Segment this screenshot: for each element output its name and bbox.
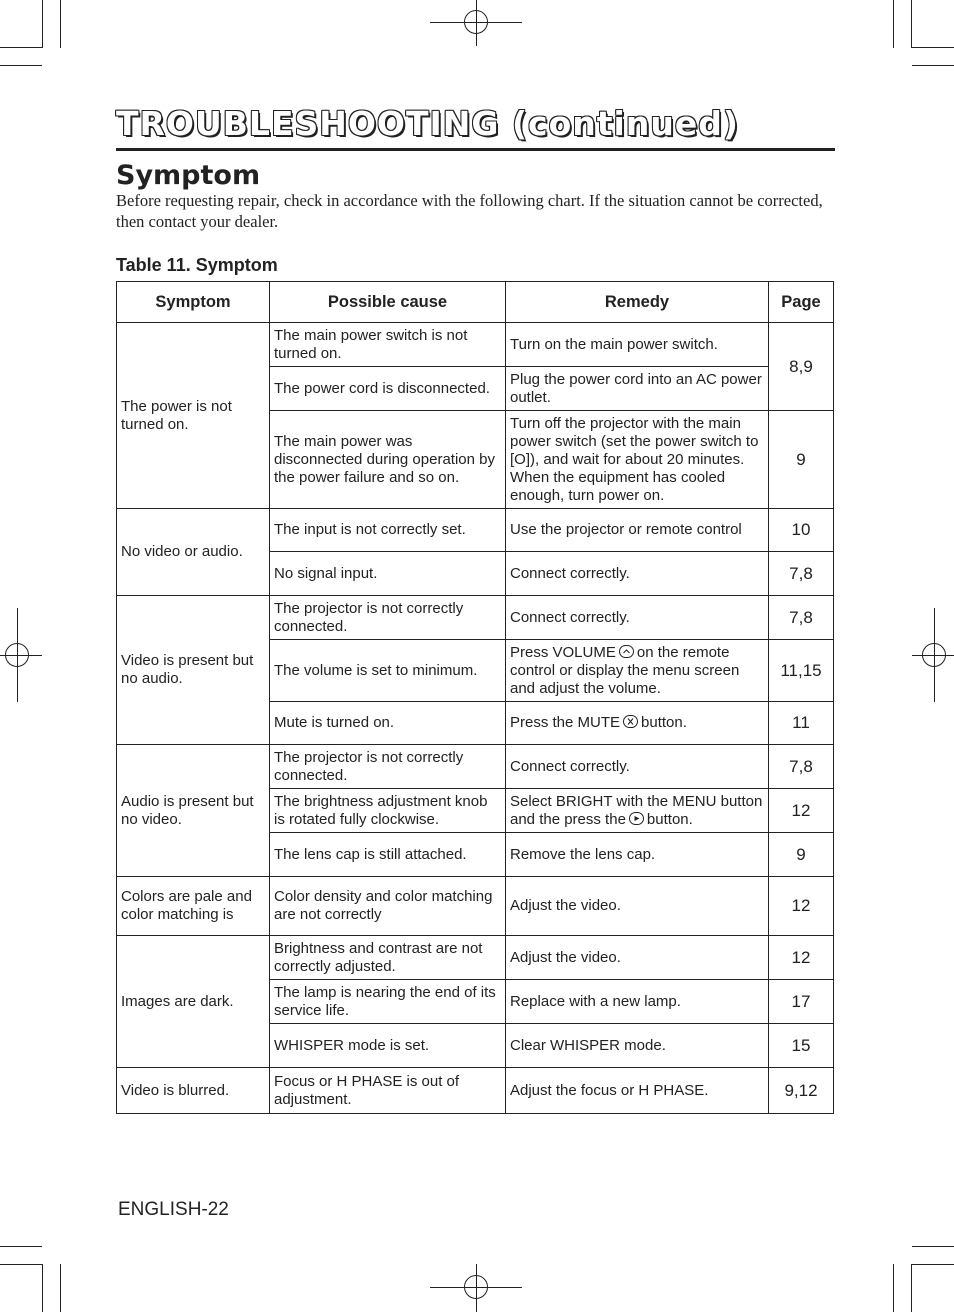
remedy-cell: Connect correctly.	[506, 552, 769, 596]
cause-cell: Mute is turned on.	[270, 702, 506, 745]
cause-cell: The input is not correctly set.	[270, 509, 506, 552]
symptom-cell: Video is blurred.	[117, 1068, 270, 1114]
remedy-cell: Turn off the projector with the main power switch (set the power switch to [O]), and wait for about 20 minutes. When the equipment has cooled enough, turn power on.	[506, 411, 769, 509]
mute-icon	[623, 715, 638, 728]
page-cell: 9	[769, 833, 834, 877]
page-cell: 15	[769, 1024, 834, 1068]
remedy-cell: Adjust the video.	[506, 936, 769, 980]
remedy-cell: Plug the power cord into an AC power outlet.	[506, 367, 769, 411]
table-row	[117, 936, 834, 980]
remedy-cell: Connect correctly.	[506, 745, 769, 789]
column-header-remedy: Remedy	[506, 282, 769, 323]
cause-cell: The projector is not correctly connected.	[270, 596, 506, 640]
remedy-cell: Adjust the video.	[506, 877, 769, 936]
page-cell: 17	[769, 980, 834, 1024]
cause-cell: The lens cap is still attached.	[270, 833, 506, 877]
page-cell: 11,15	[769, 640, 834, 702]
remedy-cell: Turn on the main power switch.	[506, 323, 769, 367]
table-row	[117, 323, 834, 367]
remedy-text-b: on the remote control or display the menu screen and adjust the volume.	[510, 643, 740, 697]
remedy-text-a: Press the MUTE	[510, 714, 621, 731]
remedy-cell	[506, 789, 769, 833]
page-number: ENGLISH-22	[118, 1199, 229, 1220]
table-row	[117, 877, 834, 936]
cause-cell: The lamp is nearing the end of its service life.	[270, 980, 506, 1024]
cause-cell: The volume is set to minimum.	[270, 640, 506, 702]
column-header-cause: Possible cause	[270, 282, 506, 323]
heading-rule	[116, 148, 835, 151]
table-row	[117, 745, 834, 789]
page-cell: 7,8	[769, 596, 834, 640]
remedy-cell: Adjust the focus or H PHASE.	[506, 1068, 769, 1114]
page-heading: TROUBLESHOOTING (continued)	[116, 104, 739, 143]
cause-cell: The main power was disconnected during operation by the power failure and so on.	[270, 411, 506, 509]
page-cell: 7,8	[769, 745, 834, 789]
table-row	[117, 509, 834, 552]
remedy-text-a: Select BRIGHT with the MENU button and the press the	[510, 792, 763, 828]
remedy-cell: Clear WHISPER mode.	[506, 1024, 769, 1068]
symptom-cell: The power is not turned on.	[117, 323, 270, 509]
table-row	[117, 596, 834, 640]
cause-cell: Color density and color matching are not correctly	[270, 877, 506, 936]
symptom-table	[116, 281, 834, 1114]
column-header-page: Page	[769, 282, 834, 323]
symptom-cell: Video is present but no audio.	[117, 596, 270, 745]
intro-paragraph: Before requesting repair, check in accordance with the following chart. If the situation cannot be corrected, then contact your dealer.	[116, 191, 823, 231]
page-cell: 8,9	[769, 323, 834, 411]
cause-cell: The main power switch is not turned on.	[270, 323, 506, 367]
page-cell: 12	[769, 936, 834, 980]
symptom-cell: No video or audio.	[117, 509, 270, 596]
cause-cell: WHISPER mode is set.	[270, 1024, 506, 1068]
page-cell: 9,12	[769, 1068, 834, 1114]
section-title: Symptom	[116, 160, 261, 191]
remedy-cell: Connect correctly.	[506, 596, 769, 640]
remedy-text-b: button.	[641, 714, 687, 731]
cause-cell: The power cord is disconnected.	[270, 367, 506, 411]
cause-cell: No signal input.	[270, 552, 506, 596]
page-cell: 10	[769, 509, 834, 552]
cause-cell: The brightness adjustment knob is rotated fully clockwise.	[270, 789, 506, 833]
symptom-cell: Audio is present but no video.	[117, 745, 270, 877]
symptom-cell: Images are dark.	[117, 936, 270, 1068]
remedy-cell: Replace with a new lamp.	[506, 980, 769, 1024]
column-header-symptom: Symptom	[117, 282, 270, 323]
right-arrow-icon	[629, 812, 644, 825]
page-cell: 11	[769, 702, 834, 745]
page-cell: 9	[769, 411, 834, 509]
cause-cell: The projector is not correctly connected.	[270, 745, 506, 789]
cause-cell: Brightness and contrast are not correctly adjusted.	[270, 936, 506, 980]
table-header-row	[117, 282, 834, 323]
remedy-cell	[506, 640, 769, 702]
symptom-cell: Colors are pale and color matching is	[117, 877, 270, 936]
remedy-cell	[506, 702, 769, 745]
table-caption: Table 11. Symptom	[116, 255, 278, 275]
remedy-cell: Remove the lens cap.	[506, 833, 769, 877]
page-cell: 12	[769, 789, 834, 833]
remedy-cell: Use the projector or remote control	[506, 509, 769, 552]
volume-up-icon	[619, 645, 634, 658]
page-cell: 12	[769, 877, 834, 936]
cause-cell: Focus or H PHASE is out of adjustment.	[270, 1068, 506, 1114]
page-cell: 7,8	[769, 552, 834, 596]
remedy-text-b: button.	[646, 810, 693, 828]
table-row	[117, 1068, 834, 1114]
remedy-text-a: Press VOLUME	[510, 643, 616, 661]
